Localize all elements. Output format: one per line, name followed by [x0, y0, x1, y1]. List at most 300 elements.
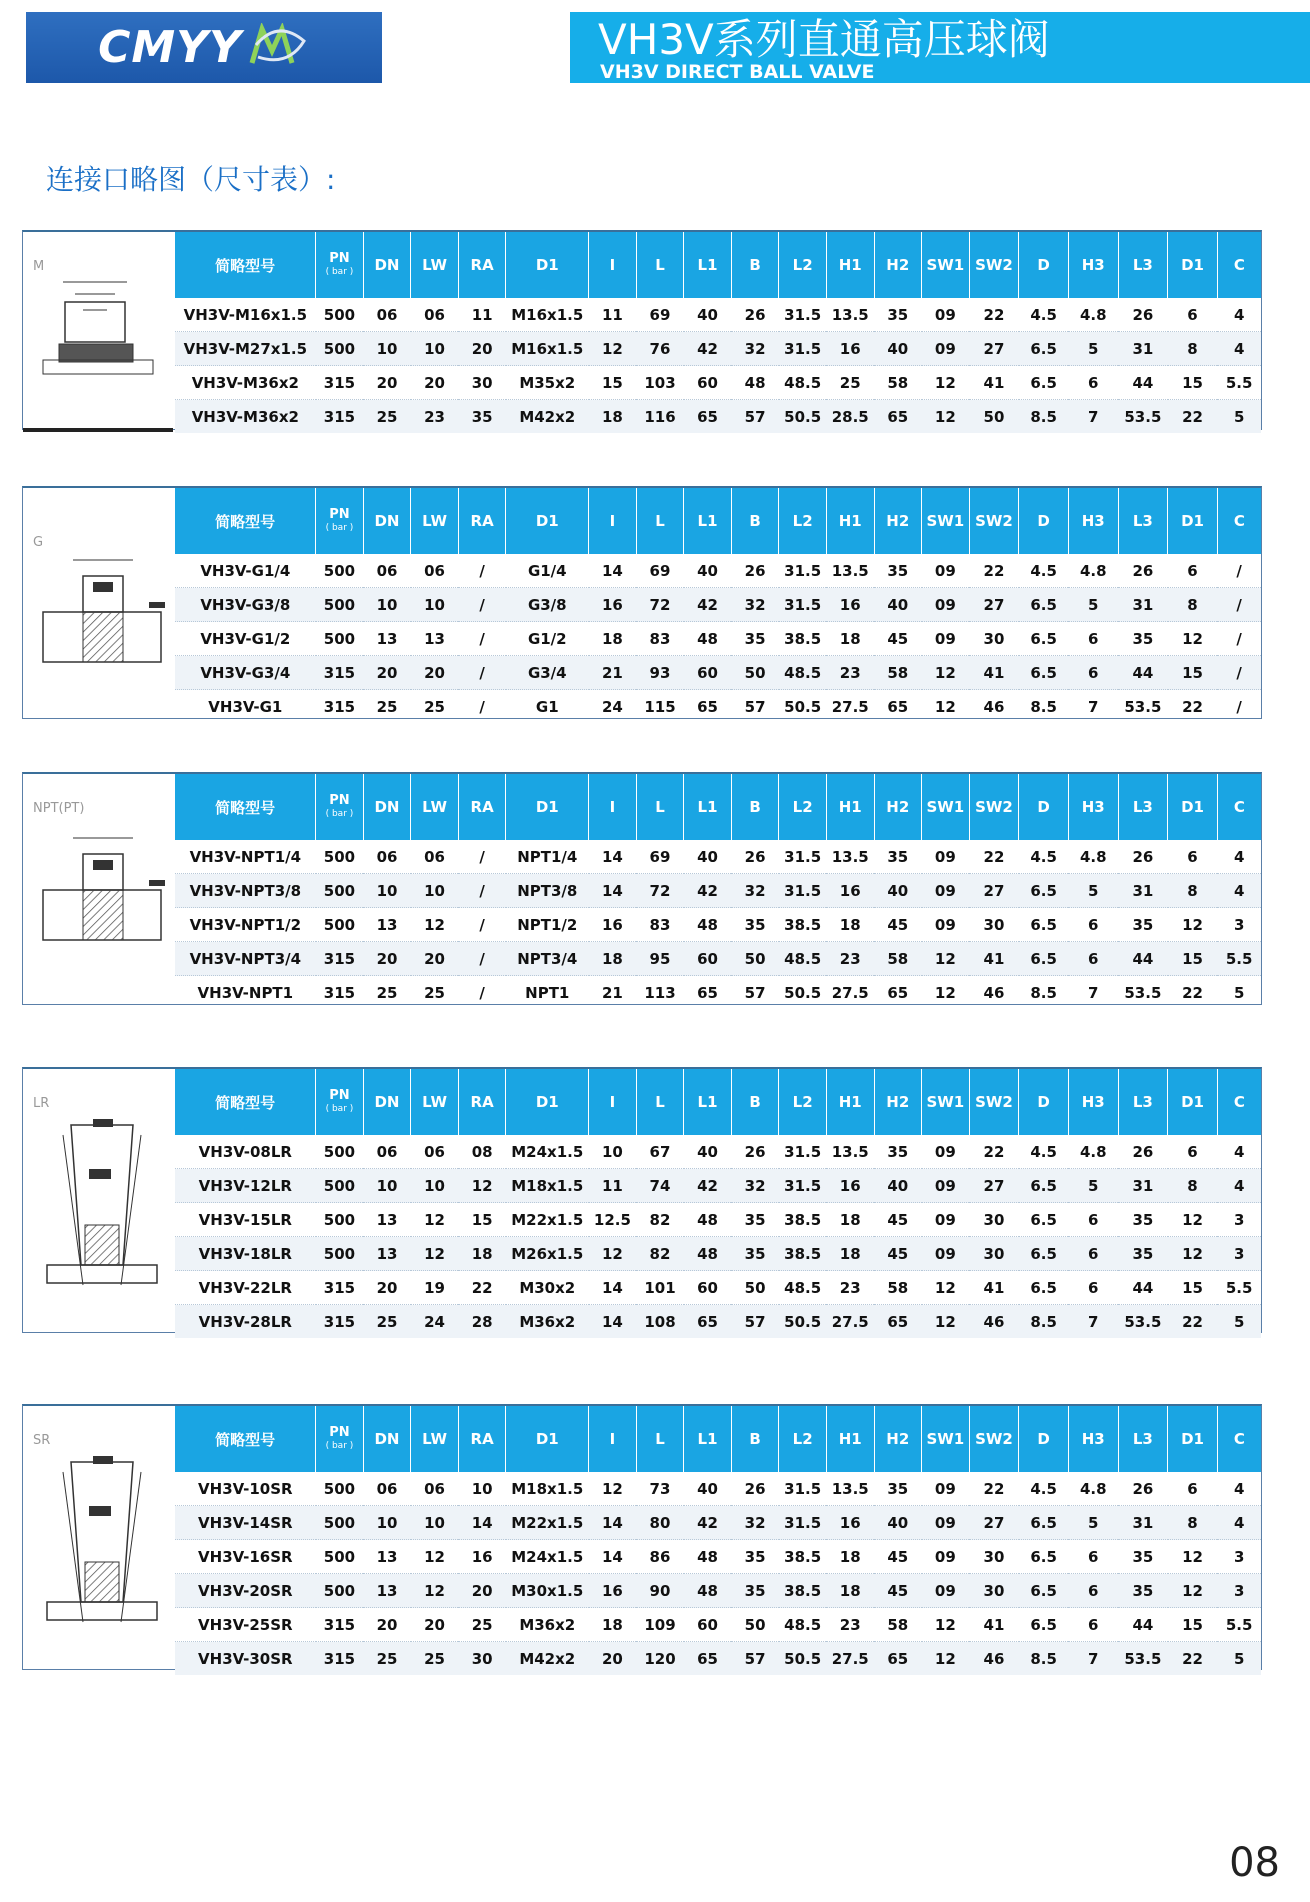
value-cell: 28: [458, 1305, 506, 1339]
column-header: H1: [826, 774, 874, 840]
value-cell: 5: [1233, 983, 1245, 1002]
pn-unit: ( bar ): [325, 523, 354, 533]
column-header: B: [731, 1406, 779, 1472]
column-header: H1: [826, 232, 874, 298]
value-cell: 53.5: [1118, 1305, 1168, 1339]
value-cell: 57: [744, 697, 766, 716]
value-cell: 18: [458, 1237, 506, 1271]
table-row: [175, 1135, 1261, 1169]
value-cell: 27: [969, 332, 1019, 366]
value-cell: 26: [731, 1135, 779, 1169]
value-cell: 82: [636, 1203, 684, 1237]
value-cell: 31.5: [779, 588, 827, 622]
value-cell: 31.5: [779, 1169, 827, 1203]
value-cell: 26: [1118, 298, 1168, 332]
column-header: L: [636, 1406, 684, 1472]
pn-unit: ( bar ): [325, 1441, 354, 1451]
value-cell: 90: [636, 1574, 684, 1608]
value-cell: 6.5: [1019, 332, 1069, 366]
diagram-drawing: [23, 232, 175, 432]
value-cell: 6: [1068, 1271, 1118, 1305]
value-cell: 76: [636, 332, 684, 366]
value-cell: /: [458, 622, 506, 656]
column-header: RA: [458, 774, 506, 840]
value-cell: 6.5: [1019, 656, 1069, 690]
column-header: H2: [874, 488, 922, 554]
value-cell: 27: [969, 1506, 1019, 1540]
value-cell: 83: [636, 622, 684, 656]
value-cell: 73: [636, 1472, 684, 1506]
value-cell: 46: [983, 697, 1005, 716]
table-block-npt: [22, 772, 1262, 1005]
value-cell: 14: [589, 554, 637, 588]
value-cell: 50.5: [779, 1642, 827, 1676]
value-cell: 23: [411, 400, 459, 434]
value-cell: 65: [684, 1642, 732, 1676]
brand-logo: [26, 12, 382, 83]
pn-label: PN: [329, 507, 350, 522]
value-cell: 16: [826, 1506, 874, 1540]
value-cell: 08: [458, 1135, 506, 1169]
pn-unit: ( bar ): [325, 267, 354, 277]
value-cell: 6.5: [1019, 1540, 1069, 1574]
value-cell: 45: [874, 1203, 922, 1237]
value-cell: 26: [1118, 554, 1168, 588]
value-cell: 12: [411, 908, 459, 942]
diagram-drawing: [23, 774, 175, 1007]
value-cell: 09: [922, 1472, 970, 1506]
column-header: 简略型号: [175, 1069, 316, 1135]
value-cell: 12: [411, 1574, 459, 1608]
value-cell: 30: [969, 1237, 1019, 1271]
value-cell: 09: [922, 1135, 970, 1169]
table-row: [175, 1237, 1261, 1271]
value-cell: 65: [874, 1642, 922, 1676]
column-header: D: [1019, 1406, 1069, 1472]
value-cell: 16: [826, 1169, 874, 1203]
value-cell: 15: [458, 1203, 506, 1237]
column-header: D: [1019, 488, 1069, 554]
value-cell: 12: [934, 697, 956, 716]
value-cell: 15: [1168, 942, 1218, 976]
column-header: LW: [411, 774, 459, 840]
value-cell: 6.5: [1019, 1574, 1069, 1608]
value-cell: 8.5: [1019, 1642, 1069, 1676]
value-cell: 06: [411, 298, 459, 332]
value-cell: 50: [731, 942, 779, 976]
value-cell: 10: [589, 1135, 637, 1169]
value-cell: 14: [589, 1271, 637, 1305]
value-cell: 4.5: [1019, 554, 1069, 588]
column-header: L3: [1118, 774, 1168, 840]
value-cell: 65: [684, 1305, 732, 1339]
value-cell: 12: [922, 1305, 970, 1339]
value-cell: 40: [874, 1506, 922, 1540]
value-cell: 10: [411, 588, 459, 622]
column-header: H3: [1068, 488, 1118, 554]
column-header: B: [731, 488, 779, 554]
dimension-table: [175, 232, 1261, 433]
value-cell: 48: [684, 1203, 732, 1237]
value-cell: /: [1217, 622, 1261, 656]
value-cell: 6: [1068, 656, 1118, 690]
column-header: SW2: [969, 232, 1019, 298]
column-header: D1: [506, 232, 589, 298]
diagram-label: SR: [33, 1433, 51, 1448]
value-cell: 12: [922, 400, 970, 434]
column-header: [316, 488, 364, 554]
value-cell: 12: [589, 1472, 637, 1506]
value-cell: 500: [316, 622, 364, 656]
value-cell: 4.5: [1019, 298, 1069, 332]
column-header: RA: [458, 1069, 506, 1135]
value-cell: 500: [316, 1574, 364, 1608]
value-cell: 06: [363, 1472, 411, 1506]
value-cell: 315: [316, 366, 364, 400]
model-cell: VH3V-M36x2: [175, 400, 316, 434]
value-cell: /: [479, 983, 485, 1002]
model-cell: VH3V-M16x1.5: [175, 298, 316, 332]
value-cell: 6.5: [1019, 366, 1069, 400]
value-cell: 23: [826, 1608, 874, 1642]
pn-unit: ( bar ): [325, 1104, 354, 1114]
column-header: L1: [684, 774, 732, 840]
value-cell: 06: [363, 840, 411, 874]
value-cell: 42: [684, 1169, 732, 1203]
value-cell: 69: [636, 840, 684, 874]
value-cell: 35: [1118, 622, 1168, 656]
value-cell: 35: [731, 1203, 779, 1237]
value-cell: 48: [684, 622, 732, 656]
value-cell: 65: [684, 400, 732, 434]
value-cell: 48.5: [779, 366, 827, 400]
value-cell: M30x1.5: [506, 1574, 589, 1608]
value-cell: 20: [458, 1574, 506, 1608]
column-header: D1: [1168, 774, 1218, 840]
value-cell: 26: [731, 1472, 779, 1506]
value-cell: /: [458, 588, 506, 622]
value-cell: 4.8: [1068, 298, 1118, 332]
table-block-m: [22, 230, 1262, 430]
header-band: [570, 12, 1310, 83]
diagram-label: M: [33, 259, 45, 274]
value-cell: /: [479, 697, 485, 716]
value-cell: 115: [644, 697, 676, 716]
value-cell: 22: [1168, 1642, 1218, 1676]
column-header: D: [1019, 774, 1069, 840]
value-cell: 500: [316, 1540, 364, 1574]
value-cell: 45: [874, 908, 922, 942]
value-cell: 6: [1068, 1540, 1118, 1574]
value-cell: 42: [684, 874, 732, 908]
connection-diagram-m: [23, 232, 175, 429]
value-cell: 57: [731, 1305, 779, 1339]
value-cell: 60: [684, 942, 732, 976]
value-cell: 31.5: [779, 1135, 827, 1169]
value-cell: 3: [1217, 1237, 1261, 1271]
value-cell: 6.5: [1019, 1506, 1069, 1540]
value-cell: 38.5: [779, 622, 827, 656]
column-header: L2: [779, 1406, 827, 1472]
value-cell: 26: [1118, 840, 1168, 874]
value-cell: 16: [458, 1540, 506, 1574]
value-cell: 31: [1118, 1169, 1168, 1203]
column-header: SW1: [922, 1069, 970, 1135]
value-cell: 35: [1118, 1237, 1168, 1271]
value-cell: 09: [922, 622, 970, 656]
value-cell: 6: [1168, 298, 1218, 332]
column-header: DN: [363, 1069, 411, 1135]
table-row: [175, 298, 1261, 332]
value-cell: 500: [316, 908, 364, 942]
value-cell: /: [458, 656, 506, 690]
value-cell: 12: [922, 366, 970, 400]
value-cell: 35: [731, 1574, 779, 1608]
column-header: H3: [1068, 774, 1118, 840]
diagram-drawing: [23, 488, 175, 721]
value-cell: 42: [684, 332, 732, 366]
value-cell: 22: [1168, 1305, 1218, 1339]
column-header: C: [1217, 488, 1261, 554]
value-cell: 20: [411, 366, 459, 400]
value-cell: 45: [874, 1540, 922, 1574]
value-cell: 16: [589, 908, 637, 942]
pn-label: PN: [329, 793, 350, 808]
value-cell: 60: [684, 656, 732, 690]
value-cell: 18: [589, 400, 637, 434]
value-cell: 3: [1217, 1540, 1261, 1574]
value-cell: 109: [636, 1608, 684, 1642]
table-header-row: [175, 1406, 1261, 1472]
table-row: [175, 908, 1261, 942]
value-cell: 500: [316, 1169, 364, 1203]
value-cell: 06: [411, 840, 459, 874]
value-cell: 12.5: [589, 1203, 637, 1237]
value-cell: 6.5: [1019, 908, 1069, 942]
value-cell: 57: [731, 400, 779, 434]
value-cell: 13: [363, 1540, 411, 1574]
value-cell: M30x2: [506, 1271, 589, 1305]
value-cell: 30: [969, 1574, 1019, 1608]
value-cell: 10: [363, 588, 411, 622]
value-cell: 13: [363, 908, 411, 942]
table-block-g: [22, 486, 1262, 719]
column-header: L1: [684, 488, 732, 554]
value-cell: 7: [1088, 697, 1099, 716]
value-cell: 60: [684, 366, 732, 400]
value-cell: 40: [874, 588, 922, 622]
value-cell: 12: [411, 1540, 459, 1574]
value-cell: 18: [826, 1540, 874, 1574]
column-header: C: [1217, 774, 1261, 840]
column-header: I: [589, 232, 637, 298]
model-cell: VH3V-NPT3/8: [175, 874, 316, 908]
value-cell: 8: [1168, 332, 1218, 366]
value-cell: 15: [1168, 656, 1218, 690]
value-cell: G3/8: [506, 588, 589, 622]
value-cell: 500: [316, 840, 364, 874]
column-header: L: [636, 488, 684, 554]
value-cell: 80: [636, 1506, 684, 1540]
value-cell: 14: [458, 1506, 506, 1540]
value-cell: 22: [969, 1472, 1019, 1506]
value-cell: M22x1.5: [506, 1203, 589, 1237]
page-title: VH3V系列直通高压球阀: [598, 15, 1050, 64]
column-header: L: [636, 232, 684, 298]
value-cell: 13.5: [826, 554, 874, 588]
value-cell: 35: [731, 1540, 779, 1574]
value-cell: 09: [922, 554, 970, 588]
column-header: SW1: [922, 774, 970, 840]
value-cell: 06: [411, 554, 459, 588]
value-cell: 35: [731, 1237, 779, 1271]
value-cell: 32: [731, 874, 779, 908]
value-cell: NPT1/2: [506, 908, 589, 942]
pn-unit: ( bar ): [325, 809, 354, 819]
value-cell: 41: [969, 656, 1019, 690]
diagram-note: 本连接符合2004-11标准: [25, 411, 126, 421]
value-cell: 41: [969, 1271, 1019, 1305]
model-cell: VH3V-NPT3/4: [175, 942, 316, 976]
model-cell: VH3V-NPT1: [197, 983, 294, 1002]
value-cell: 500: [316, 874, 364, 908]
value-cell: 65: [887, 983, 909, 1002]
model-cell: VH3V-20SR: [175, 1574, 316, 1608]
value-cell: 38.5: [779, 1237, 827, 1271]
value-cell: 12: [922, 942, 970, 976]
value-cell: /: [458, 840, 506, 874]
value-cell: 25: [363, 1642, 411, 1676]
value-cell: 60: [684, 1608, 732, 1642]
column-header: DN: [363, 488, 411, 554]
column-header: SW2: [969, 488, 1019, 554]
column-header: C: [1217, 1406, 1261, 1472]
value-cell: 6: [1068, 622, 1118, 656]
value-cell: 8: [1168, 1169, 1218, 1203]
table-row: [175, 1169, 1261, 1203]
value-cell: 15: [1168, 1271, 1218, 1305]
value-cell: 82: [636, 1237, 684, 1271]
value-cell: 8.5: [1019, 400, 1069, 434]
value-cell: 46: [969, 1642, 1019, 1676]
value-cell: 58: [874, 942, 922, 976]
value-cell: 31: [1118, 332, 1168, 366]
value-cell: 12: [922, 656, 970, 690]
value-cell: 315: [316, 400, 364, 434]
value-cell: 12: [934, 983, 956, 1002]
pn-label: PN: [329, 251, 350, 266]
value-cell: 86: [636, 1540, 684, 1574]
value-cell: 26: [1118, 1135, 1168, 1169]
column-header: D1: [506, 1069, 589, 1135]
table-header-row: [175, 1069, 1261, 1135]
value-cell: 6: [1068, 1608, 1118, 1642]
table-header-row: [175, 774, 1261, 840]
value-cell: /: [1236, 697, 1242, 716]
value-cell: 22: [1182, 983, 1203, 1002]
value-cell: 58: [874, 1271, 922, 1305]
value-cell: 315: [316, 1642, 364, 1676]
value-cell: 60: [684, 1271, 732, 1305]
value-cell: 48: [684, 1540, 732, 1574]
model-cell: VH3V-10SR: [175, 1472, 316, 1506]
column-header: 简略型号: [175, 774, 316, 840]
model-cell: VH3V-28LR: [175, 1305, 316, 1339]
value-cell: 74: [636, 1169, 684, 1203]
value-cell: 26: [1118, 1472, 1168, 1506]
value-cell: 27: [969, 1169, 1019, 1203]
column-header: DN: [363, 232, 411, 298]
model-cell: VH3V-08LR: [175, 1135, 316, 1169]
value-cell: 6.5: [1019, 622, 1069, 656]
value-cell: 22: [969, 840, 1019, 874]
model-cell: VH3V-14SR: [175, 1506, 316, 1540]
value-cell: M16x1.5: [506, 298, 589, 332]
value-cell: 44: [1118, 1608, 1168, 1642]
value-cell: 3: [1217, 908, 1261, 942]
table-row: [175, 1305, 1261, 1339]
value-cell: 27: [969, 874, 1019, 908]
column-header: D: [1019, 232, 1069, 298]
value-cell: 50: [731, 1608, 779, 1642]
value-cell: 31.5: [779, 332, 827, 366]
value-cell: 11: [458, 298, 506, 332]
column-header: B: [731, 1069, 779, 1135]
value-cell: 4: [1217, 1135, 1261, 1169]
value-cell: 18: [826, 622, 874, 656]
value-cell: 20: [589, 1642, 637, 1676]
column-header: I: [589, 774, 637, 840]
value-cell: 7: [1088, 983, 1099, 1002]
column-header: SW1: [922, 1406, 970, 1472]
value-cell: 40: [684, 1135, 732, 1169]
value-cell: M35x2: [506, 366, 589, 400]
column-header: L1: [684, 232, 732, 298]
model-cell: VH3V-NPT1/4: [175, 840, 316, 874]
value-cell: 09: [922, 298, 970, 332]
column-header: H3: [1068, 1069, 1118, 1135]
value-cell: 06: [411, 1472, 459, 1506]
diagram-drawing: [23, 1069, 175, 1335]
value-cell: 5.5: [1217, 942, 1261, 976]
value-cell: G1/4: [506, 554, 589, 588]
value-cell: /: [458, 874, 506, 908]
value-cell: 7: [1068, 1642, 1118, 1676]
value-cell: 4.8: [1068, 1472, 1118, 1506]
column-header: RA: [458, 1406, 506, 1472]
value-cell: 40: [684, 1472, 732, 1506]
value-cell: NPT1/4: [506, 840, 589, 874]
value-cell: /: [1217, 656, 1261, 690]
value-cell: 09: [922, 1237, 970, 1271]
column-header: H2: [874, 232, 922, 298]
table-header-row: [175, 232, 1261, 298]
value-cell: 18: [589, 622, 637, 656]
value-cell: 30: [969, 1203, 1019, 1237]
column-header: C: [1217, 1069, 1261, 1135]
value-cell: /: [458, 908, 506, 942]
value-cell: 18: [826, 1574, 874, 1608]
value-cell: 6.5: [1019, 1271, 1069, 1305]
column-header: LW: [411, 1069, 459, 1135]
value-cell: 6: [1068, 1574, 1118, 1608]
value-cell: 35: [874, 298, 922, 332]
value-cell: 16: [826, 332, 874, 366]
value-cell: 6.5: [1019, 1237, 1069, 1271]
value-cell: 45: [874, 622, 922, 656]
diagram-label: LR: [33, 1096, 50, 1111]
value-cell: 8: [1168, 1506, 1218, 1540]
